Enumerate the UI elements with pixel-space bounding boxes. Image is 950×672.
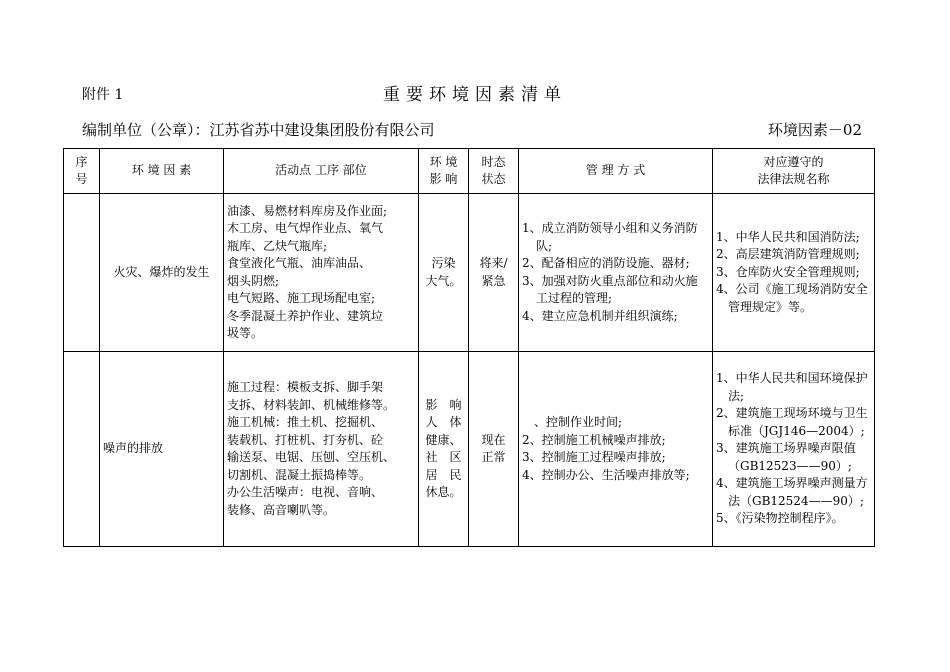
attachment-label: 附件 1 [82, 87, 124, 103]
cell-laws: 1、中华人民共和国消防法; 2、高层建筑消防管理规则; 3、仓库防火安全管理规则; 4、公司《施工现场消防安全管理规定》等。 [713, 194, 875, 352]
cell-activity: 施工过程：模板支拆、脚手架 支拆、材料装卸、机械维修等。 施工机械：推土机、挖掘机、 装载机、打桩机、打夯机、砼 输送泵、电锯、压刨、空压机、 切割机、混凝土振捣棒等。 办公生活噪声：电视、音响、 装修、高音喇叭等。 [224, 352, 419, 547]
cell-factor: 火灾、爆炸的发生 [100, 194, 224, 352]
cell-management: 、控制作业时间; 2、控制施工机械噪声排放; 3、控制施工过程噪声排放; 4、控制办公、生活噪声排放等; [519, 352, 713, 547]
cell-activity: 油漆、易燃材料库房及作业面; 木工房、电气焊作业点、氧气 瓶库、乙炔气瓶库; 食堂液化气瓶、油库油品、 烟头阴燃; 电气短路、施工现场配电室; 冬季混凝土养护作业、建筑垃 圾等。 [224, 194, 419, 352]
cell-state: 现在 正常 [469, 352, 519, 547]
cell-state: 将来/ 紧急 [469, 194, 519, 352]
header-management: 管 理 方 式 [519, 149, 713, 194]
cell-factor: 噪声的排放 [100, 352, 224, 547]
table-row [64, 194, 875, 352]
header-factor: 环 境 因 素 [100, 149, 224, 194]
cell-seq [64, 194, 100, 352]
document-title: 重要环境因素清单 [383, 85, 567, 105]
header-state: 时态 状态 [469, 149, 519, 194]
header-laws: 对应遵守的 法律法规名称 [713, 149, 875, 194]
document-code: 环境因素－02 [767, 121, 862, 139]
header-seq: 序 号 [64, 149, 100, 194]
cell-seq [64, 352, 100, 547]
header-activity: 活动点 工序 部位 [224, 149, 419, 194]
cell-management: 1、成立消防领导小组和义务消防队; 2、配备相应的消防设施、器材; 3、加强对防火重点部位和动火施工过程的管理; 4、建立应急机制并组织演练; [519, 194, 713, 352]
table-header-row [64, 149, 875, 194]
cell-impact: 影 响 人 体 健康、 社 区 居 民 休息。 [419, 352, 469, 547]
table-row [64, 352, 875, 547]
cell-impact: 污染 大气。 [419, 194, 469, 352]
organization-line: 编制单位（公章）：江苏省苏中建设集团股份有限公司 [82, 121, 435, 139]
environment-factor-table [63, 148, 875, 547]
cell-laws: 1、中华人民共和国环境保护法; 2、建筑施工现场环境与卫生标准（JGJ146—2004）; 3、建筑施工场界噪声限值（GB12523——90）; 4、建筑施工场界噪声测量方法（GB12524——90）; 5、《污染物控制程序》。 [713, 352, 875, 547]
header-impact: 环 境 影 响 [419, 149, 469, 194]
